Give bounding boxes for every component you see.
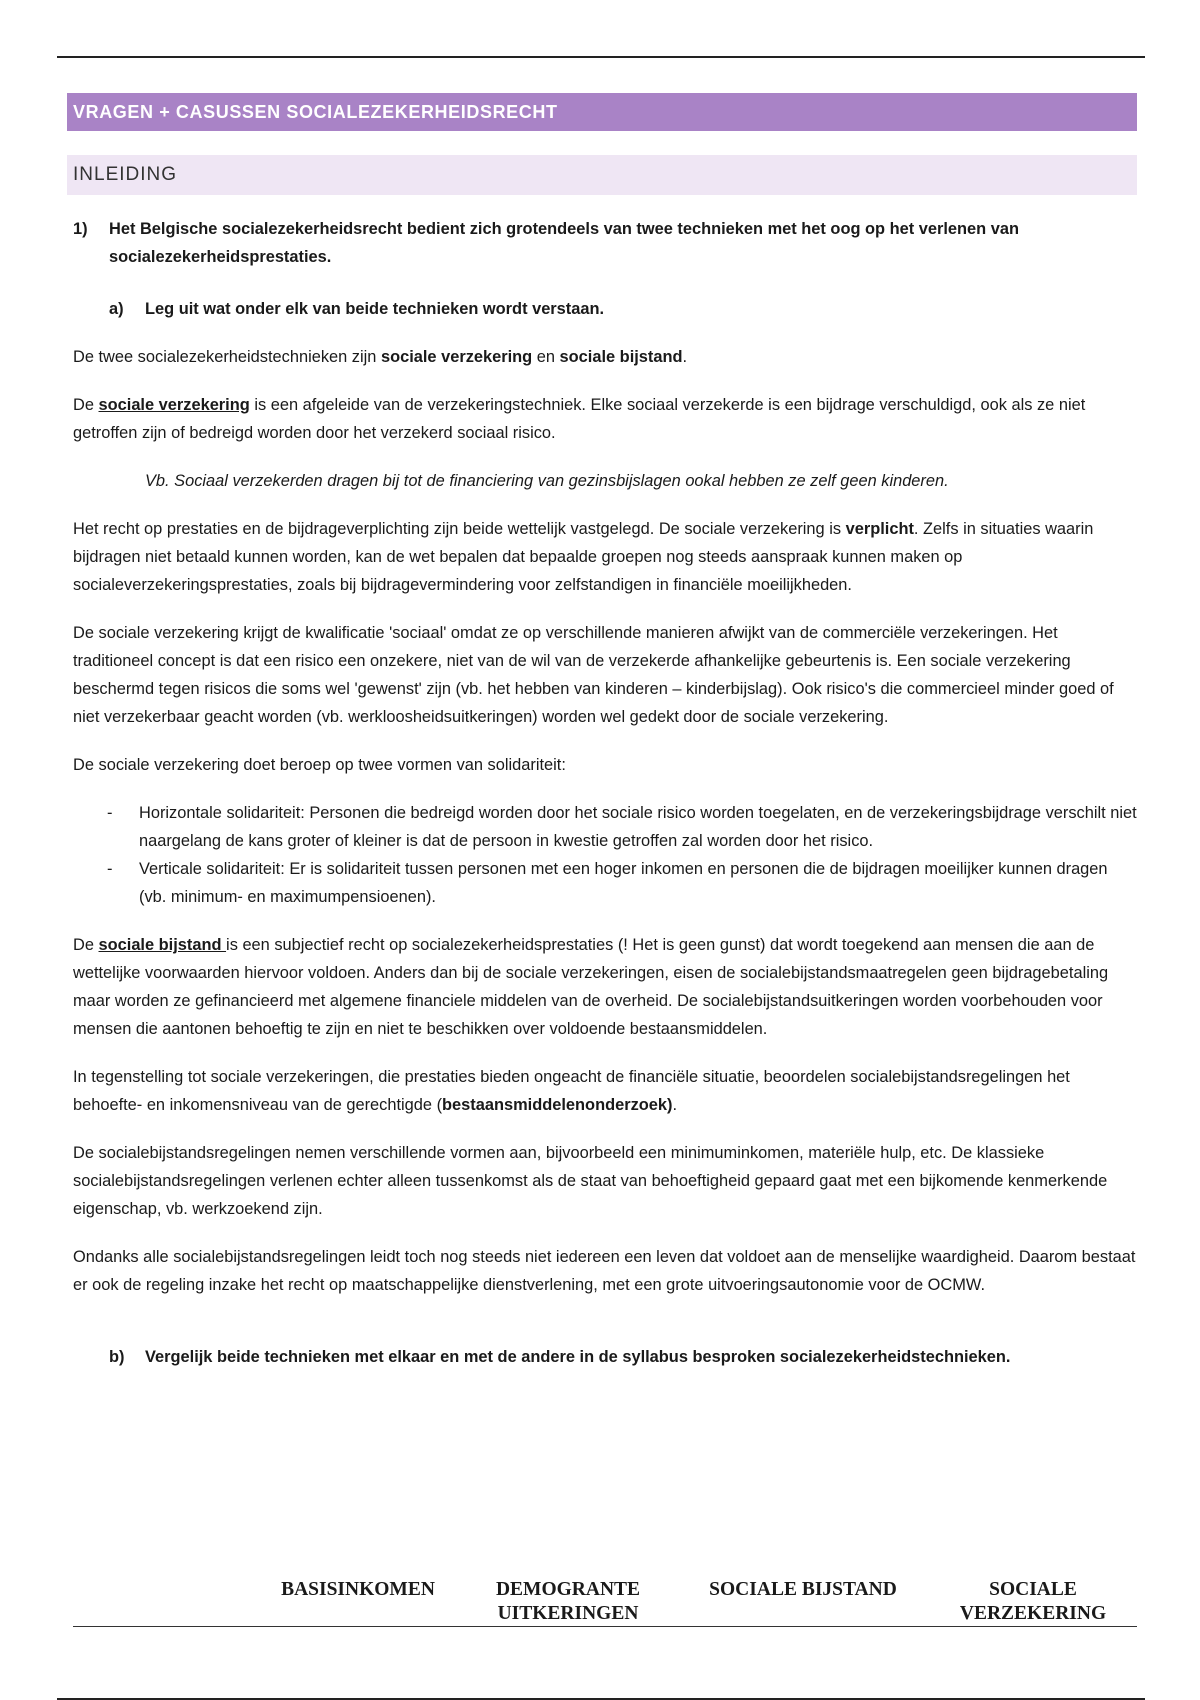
bullet-dash: - <box>107 804 113 822</box>
underlined-term: sociale bijstand <box>98 936 227 954</box>
text-run: In tegenstelling tot sociale verzekeringen, die prestaties bieden ongeacht de financiële situatie, beoordelen socialebijstandsregelingen het behoefte- en inkomensniveau van de gerechtigde ( <box>73 1068 1070 1114</box>
column-header-sociale-verzekering <box>938 1578 1128 1626</box>
underlined-term: sociale verzekering <box>98 396 250 414</box>
list-item <box>67 799 1137 855</box>
paragraph-solidarity: De sociale verzekering doet beroep op twee vormen van solidariteit: <box>73 756 566 774</box>
paragraph-social-assistance <box>67 931 1137 1043</box>
paragraph-ocmw: Ondanks alle socialebijstandsregelingen leidt toch nog steeds niet iedereen een leven dat voldoet aan de menselijke waardigheid. Daarom bestaat er ook de regeling inzake het recht op maatschappelijke dienstverlening, met een grote uitvoeringsautonomie voor de OCMW. <box>73 1248 1136 1294</box>
column-header-line: SOCIALE <box>989 1579 1077 1600</box>
question-1 <box>67 215 1137 271</box>
list-item-text: Verticale solidariteit: Er is solidariteit tussen personen met een hoger inkomen en personen die de bijdragen moeilijker kunnen dragen (vb. minimum- en maximumpensioenen). <box>139 860 1108 906</box>
column-header-line: UITKERINGEN <box>497 1603 639 1624</box>
paragraph-forms: De socialebijstandsregelingen nemen verschillende vormen aan, bijvoorbeeld een minimuminkomen, materiële hulp, etc. De klassieke socialebijstandsregelingen verlenen echter alleen tussenkomst als de staat van behoeftigheid gepaard gaat met een bijkomende kenmerkende eigenschap, vb. werkzoekend zijn. <box>73 1144 1108 1218</box>
bold-term: bestaansmiddelenonderzoek) <box>442 1096 673 1114</box>
list-item-text: Horizontale solidariteit: Personen die bedreigd worden door het sociale risico worden toegelaten, en de verzekeringsbijdrage verschilt niet naargelang de kans groter of kleiner is dat de persoon in kwestie getroffen zal worden door het risico. <box>139 804 1137 850</box>
comparison-table-header <box>73 1570 1137 1627</box>
column-header-line: DEMOGRANTE <box>495 1579 641 1600</box>
section-heading: INLEIDING <box>67 155 1137 195</box>
subquestion-b <box>67 1343 1137 1371</box>
paragraph-social-insurance <box>67 391 1137 447</box>
column-header-line: VERZEKERING <box>959 1603 1107 1624</box>
text-run: is een subjectief recht op socialezekerheidsprestaties (! Het is geen gunst) dat wordt toegekend aan mensen die aan de wettelijke voorwaarden hiervoor voldoen. Anders dan bij de sociale verzekeringen, eisen de socialebijstandsmaatregelen geen bijdragebetaling maar worden ze gefinancieerd met algemene financiele middelen van de overheid. De socialebijstandsuitkeringen worden voorbehouden voor mensen die aantonen behoeftig te zijn en niet te beschikken over voldoende bestaansmiddelen. <box>73 936 1109 1038</box>
text-run: De twee socialezekerheidstechnieken zijn <box>73 348 381 366</box>
top-rule <box>57 56 1145 58</box>
paragraph-techniques <box>67 343 1137 371</box>
list-item <box>67 855 1137 911</box>
bold-term: sociale bijstand <box>559 348 683 366</box>
text-run: . <box>672 1096 678 1114</box>
text-run: . Zelfs in situaties waarin bijdragen niet betaald kunnen worden, kan de wet bepalen dat bepaalde groepen nog steeds aanspraak kunnen maken op socialeverzekeringsprestaties, zoals bij bijdragevermindering voor zelfstandigen in financiële moeilijkheden. <box>73 520 1094 594</box>
document-heading: VRAGEN + CASUSSEN SOCIALEZEKERHEIDSRECHT <box>67 93 1137 131</box>
paragraph-qualification: De sociale verzekering krijgt de kwalificatie 'sociaal' omdat ze op verschillende manieren afwijkt van de commerciële verzekeringen. Het traditioneel concept is dat een risico een onzekere, niet van de wil van de verzekerde afhankelijke gebeurtenis is. Een sociale verzekering beschermd tegen risicos die soms wel 'gewenst' zijn (vb. het hebben van kinderen – kinderbijslag). Ook risico's die commercieel minder goed of niet verzekerbaar geacht worden (vb. werkloosheidsuitkeringen) worden wel gedekt door de sociale verzekering. <box>73 624 1114 726</box>
subquestion-text: Vergelijk beide technieken met elkaar en met de andere in de syllabus besproken socialezekerheidstechnieken. <box>145 1348 1011 1366</box>
text-run: De <box>73 936 99 954</box>
bold-term: sociale verzekering <box>380 348 533 366</box>
column-header-sociale-bijstand: SOCIALE BIJSTAND <box>709 1579 897 1600</box>
text-run: is een afgeleide van de verzekeringstechniek. Elke sociaal verzekerde is een bijdrage verschuldigd, ook als ze niet getroffen zijn of bedreigd worden door het verzekerd sociaal risico. <box>73 396 1086 442</box>
subquestion-a <box>67 295 1137 323</box>
paragraph-means-test <box>67 1063 1137 1119</box>
text-run: . <box>682 348 688 366</box>
text-run: De <box>73 396 99 414</box>
subquestion-text: Leg uit wat onder elk van beide technieken wordt verstaan. <box>145 300 605 318</box>
column-header-demogrante <box>473 1578 663 1626</box>
example-text: Vb. Sociaal verzekerden dragen bij tot de financiering van gezinsbijslagen ookal hebben ze zelf geen kinderen. <box>145 472 949 490</box>
paragraph-obligation <box>67 515 1137 599</box>
solidarity-list <box>67 799 1137 911</box>
subquestion-number: a) <box>109 300 124 318</box>
text-run: en <box>532 348 560 366</box>
subquestion-number: b) <box>109 1348 125 1366</box>
bold-term: verplicht <box>845 520 914 538</box>
bullet-dash: - <box>107 860 113 878</box>
column-header-basisinkomen: BASISINKOMEN <box>281 1579 435 1600</box>
question-number: 1) <box>73 220 88 238</box>
question-text: Het Belgische socialezekerheidsrecht bedient zich grotendeels van twee technieken met het oog op het verlenen van socialezekerheidsprestaties. <box>109 220 1019 266</box>
document-body <box>67 93 1137 1371</box>
text-run: Het recht op prestaties en de bijdrageverplichting zijn beide wettelijk vastgelegd. De sociale verzekering is <box>73 520 846 538</box>
